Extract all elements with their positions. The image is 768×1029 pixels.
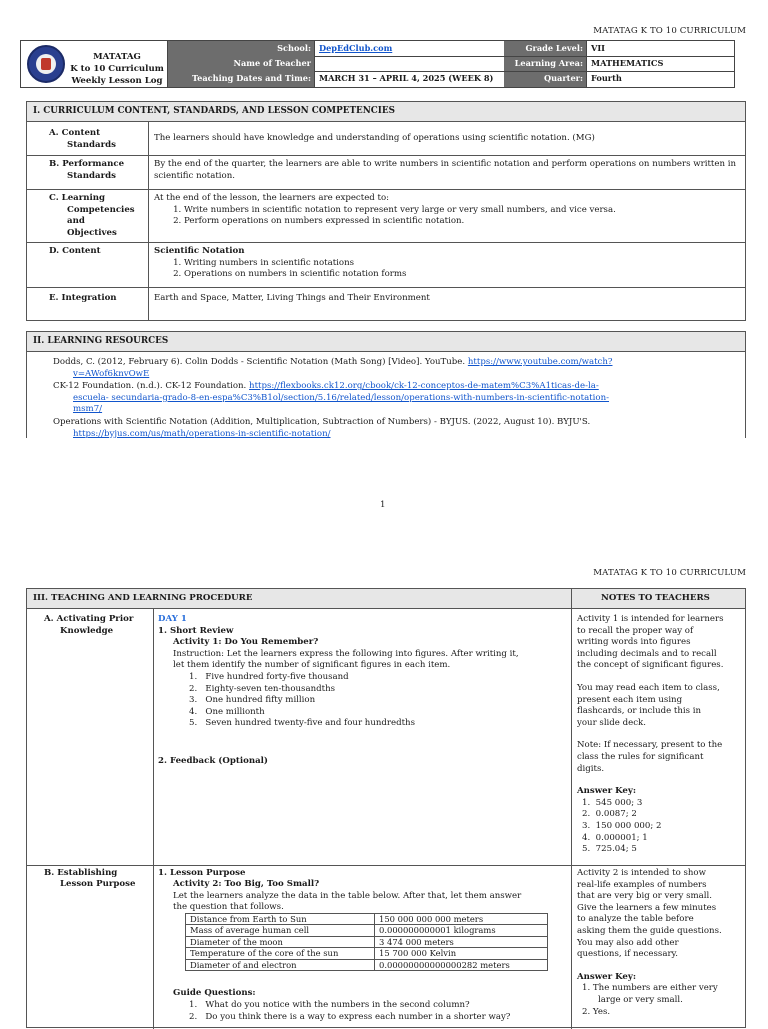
- deped-seal-icon: [27, 45, 65, 83]
- answer-item: 2. 0.0087; 2: [582, 809, 637, 820]
- content-standards-text: The learners should have knowledge and understanding of operations using scientific notation. (MG): [154, 133, 595, 143]
- content-text: [149, 243, 745, 287]
- list-item: 4. One millionth: [189, 706, 265, 717]
- resource-link[interactable]: https://flexbooks.ck12.org/cbook/ck-12-conceptos-de-matem%C3%A1ticas-de-la-: [249, 381, 599, 392]
- teacher-label: Name of Teacher: [168, 56, 314, 71]
- feedback-heading: 2. Feedback (Optional): [158, 756, 268, 766]
- guide-questions-heading: Guide Questions:: [173, 988, 256, 998]
- resource-link[interactable]: v=AWof6knvOwE: [73, 368, 150, 379]
- resource-link[interactable]: https://byjus.com/us/math/operations-in-scientific-notation/: [73, 428, 331, 439]
- content-standards-label: A. Content Standards: [27, 122, 149, 155]
- school-label: School:: [168, 41, 314, 56]
- instruction-line-1: Instruction: Let the learners express the following into figures. After writing it,: [173, 649, 519, 659]
- competency-item: 2. Perform operations on numbers expressed in scientific notation.: [184, 216, 740, 228]
- content-row: [27, 243, 745, 288]
- performance-standards-text: By the end of the quarter, the learners are able to write numbers in scientific notation and perform operations on numbers written in scientific notation.: [154, 159, 737, 181]
- activity-1-title: Activity 1: Do You Remember?: [173, 637, 319, 647]
- competencies-label: C. Learning Competencies and Objectives: [27, 190, 149, 242]
- table-row: Distance from Earth to Sun 150 000 000 000 meters: [186, 914, 548, 925]
- info-header-table: [20, 40, 735, 88]
- logo-line-1: MATATAG: [93, 52, 141, 62]
- school-link[interactable]: DepEdClub.com: [314, 41, 504, 56]
- section-3-title: III. TEACHING AND LEARNING PROCEDURE: [33, 593, 253, 603]
- resource-link[interactable]: msm7/: [73, 404, 103, 415]
- competencies-text: [149, 190, 745, 242]
- answer-item: 3. 150 000 000; 2: [582, 820, 662, 831]
- dates-label: Teaching Dates and Time:: [168, 71, 314, 87]
- performance-standards-row: [27, 156, 745, 190]
- resource-item: CK-12 Foundation. (n.d.). CK-12 Foundation. https://flexbooks.ck12.org/cbook/ck-12-conceptos-de-matem%C3%A1ticas-de-la- escuela- secundaria-grado-8-en-espa%C3%B1ol/section/5.16/related/lesson/operations-with-numbers-in-scientific-notation- msm7/: [53, 381, 610, 415]
- analyze-line-2: the question that follows.: [173, 902, 284, 912]
- list-item: 5. Seven hundred twenty-five and four hundredths: [189, 718, 415, 729]
- content-standards-row: [27, 122, 745, 156]
- establishing-label-2: Lesson Purpose: [60, 879, 136, 889]
- curriculum-header: MATATAG K TO 10 CURRICULUM: [593, 26, 746, 36]
- activating-label: A. Activating Prior: [44, 614, 134, 624]
- lesson-purpose-heading: 1. Lesson Purpose: [158, 868, 246, 878]
- review-items: [189, 672, 529, 730]
- dates-value: MARCH 31 – APRIL 4, 2025 (WEEK 8): [314, 71, 504, 87]
- notes-title: NOTES TO TEACHERS: [601, 593, 710, 603]
- competencies-intro: At the end of the lesson, the learners are expected to:: [154, 193, 390, 203]
- area-label: Learning Area:: [504, 56, 586, 71]
- data-table: [185, 913, 548, 971]
- resource-item: Dodds, C. (2012, February 6). Colin Dodds - Scientific Notation (Math Song) [Video]. YouTube. https://www.youtube.com/watch? v=AWof6knvOwE: [53, 357, 613, 379]
- curriculum-header-page-2: MATATAG K TO 10 CURRICULUM: [593, 568, 746, 578]
- table-row: Diameter of and electron 0.00000000000000282 meters: [186, 959, 548, 970]
- resource-link[interactable]: escuela- secundaria-grado-8-en-espa%C3%B1ol/section/5.16/related/lesson/operations-with-numbers-in-scientific-notation-: [73, 392, 610, 403]
- notes-activity-2: Activity 2 is intended to show real-life examples of numbers that are very big or very small. Give the learners a few minutes to analyze the table before asking them the guide questions. You may also add other questions, if necessary. Answer Key: 1. The numbers are either very large or very small. 2. Yes.: [577, 868, 722, 1017]
- content-heading: Scientific Notation: [154, 246, 245, 256]
- competency-item: 1. Write numbers in scientific notation to represent very large or very small numbers, and vice versa.: [184, 205, 740, 217]
- notes-activity-1: Activity 1 is intended for learners to recall the proper way of writing words into figures including decimals and to recall the concept of significant figures. You may read each item to class, present each item using flashcards, or include this in your slide deck. Note: If necessary, present to the class the rules for significant digits. Answer Key: 1. 545 000; 3 2. 0.0087; 2 3. 150 000 000; 2 4. 0.000001; 1 5. 725.04; 5: [577, 614, 742, 856]
- activity-2-title: Activity 2: Too Big, Too Small?: [173, 879, 320, 889]
- list-item: 1. What do you notice with the numbers in the second column?: [189, 1000, 470, 1010]
- day-label: DAY 1: [158, 614, 187, 624]
- quarter-label: Quarter:: [504, 71, 586, 87]
- integration-text: Earth and Space, Matter, Living Things and Their Environment: [154, 293, 430, 303]
- table-row: Diameter of the moon 3 474 000 meters: [186, 936, 548, 947]
- answer-item: 5. 725.04; 5: [582, 844, 637, 855]
- section-2-title: II. LEARNING RESOURCES: [27, 332, 745, 352]
- integration-row: [27, 288, 745, 320]
- table-row: Mass of average human cell 0.000000000001 kilograms: [186, 925, 548, 936]
- performance-standards-label: B. Performance Standards: [27, 156, 149, 189]
- logo-text: [69, 51, 165, 87]
- table-row: Temperature of the core of the sun 15 700 000 Kelvin: [186, 948, 548, 959]
- resource-link[interactable]: https://www.youtube.com/watch?: [467, 357, 613, 367]
- instruction-line-2: let them identify the number of significant figures in each item.: [173, 660, 451, 670]
- answer-item: 1. 545 000; 3: [582, 797, 643, 808]
- grade-label: Grade Level:: [504, 41, 586, 56]
- grade-value: VII: [586, 41, 734, 56]
- content-item: 1. Writing numbers in scientific notations: [184, 258, 740, 270]
- list-item: 3. One hundred fifty million: [189, 695, 316, 706]
- page-number: 1: [380, 500, 386, 510]
- area-value: MATHEMATICS: [586, 56, 734, 71]
- curriculum-section: [26, 101, 746, 321]
- teacher-value: [314, 56, 504, 71]
- short-review-heading: 1. Short Review: [158, 626, 234, 636]
- logo-line-2: K to 10 Curriculum: [70, 64, 164, 74]
- resource-item: Operations with Scientific Notation (Addition, Multiplication, Subtraction of Numbers) - BYJUS. (2022, August 10). BYJU'S. https://byjus.com/us/math/operations-in-scientific-notation/: [53, 416, 591, 439]
- competencies-row: [27, 190, 745, 243]
- activating-label-2: Knowledge: [60, 626, 114, 636]
- resources-section: [26, 331, 746, 438]
- list-item: 2. Eighty-seven ten-thousandths: [189, 683, 336, 694]
- logo-block: [21, 41, 168, 87]
- analyze-line-1: Let the learners analyze the data in the table below. After that, let them answer: [173, 891, 522, 901]
- content-item: 2. Operations on numbers in scientific notation forms: [184, 269, 740, 281]
- quarter-value: Fourth: [586, 71, 734, 87]
- integration-label: E. Integration: [27, 288, 149, 320]
- guide-questions-list: [189, 1000, 510, 1023]
- list-item: 2. Do you think there is a way to express each number in a shorter way?: [189, 1011, 511, 1022]
- logo-line-3: Weekly Lesson Log: [71, 76, 163, 86]
- answer-item: 4. 0.000001; 1: [582, 832, 648, 843]
- content-label: D. Content: [27, 243, 149, 287]
- list-item: 1. Five hundred forty-five thousand: [189, 672, 349, 682]
- section-1-title: I. CURRICULUM CONTENT, STANDARDS, AND LESSON COMPETENCIES: [27, 102, 745, 122]
- establishing-label: B. Establishing: [44, 868, 118, 878]
- resources-list: [27, 352, 745, 440]
